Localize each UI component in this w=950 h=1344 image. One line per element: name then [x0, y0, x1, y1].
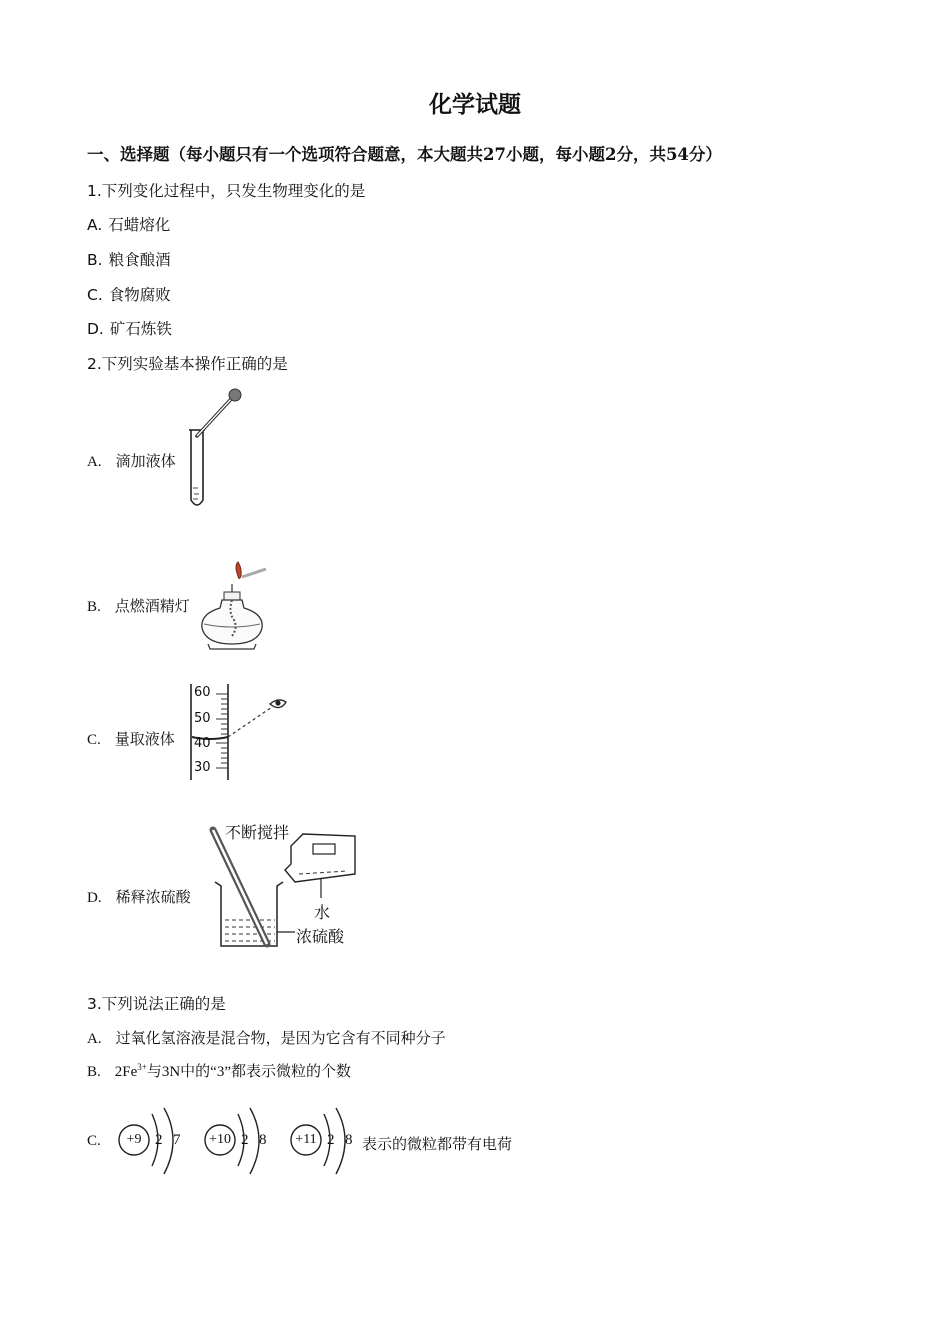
- ion-charge: 3+: [137, 1062, 147, 1072]
- dropper-test-tube-figure: [186, 388, 246, 513]
- option-text: 点燃酒精灯: [114, 599, 190, 615]
- shell-electrons: 2: [155, 1132, 163, 1148]
- nucleus-charge: +11: [295, 1132, 317, 1147]
- question-stem: 下列实验基本操作正确的是: [101, 355, 288, 373]
- q3-option-b: [87, 1060, 351, 1081]
- q3-option-c-text: 表示的微粒都带有电荷: [362, 1137, 513, 1153]
- tick-label: 40: [194, 736, 211, 751]
- option-text: 过氧化氢溶液是混合物，是因为它含有不同种分子: [115, 1031, 446, 1047]
- formula: 2Fe: [114, 1064, 138, 1080]
- q1-option-a: [87, 213, 170, 235]
- nucleus-charge: +10: [209, 1132, 231, 1147]
- option-letter: A.: [87, 1031, 102, 1047]
- alcohol-lamp-figure: [198, 562, 270, 652]
- shell-electrons: 2: [327, 1132, 335, 1148]
- question-3: [87, 992, 226, 1014]
- option-letter: A.: [87, 216, 103, 234]
- water-label: 水: [314, 903, 331, 922]
- question-stem: 下列说法正确的是: [101, 995, 226, 1013]
- option-letter: C.: [87, 1133, 101, 1149]
- option-letter: C.: [87, 732, 101, 748]
- tick-label: 60: [194, 685, 211, 700]
- shell-electrons: 8: [259, 1132, 267, 1148]
- option-letter: B.: [87, 1064, 101, 1080]
- q2-option-c: [87, 728, 175, 749]
- question-stem: 下列变化过程中，只发生物理变化的是: [101, 182, 366, 200]
- page-title: 化学试题: [429, 91, 521, 118]
- question-1: [87, 179, 365, 201]
- option-text: 稀释浓硫酸: [115, 890, 191, 906]
- option-letter: A.: [87, 454, 102, 470]
- option-letter: B.: [87, 599, 101, 615]
- q2-option-d: [87, 886, 191, 907]
- option-text: 与3N中的“3”都表示微粒的个数: [146, 1064, 351, 1080]
- option-text: 矿石炼铁: [109, 320, 172, 338]
- q3-option-c: [87, 1133, 115, 1150]
- q3-option-a: [87, 1027, 446, 1048]
- stir-label: 不断搅拌: [225, 823, 290, 842]
- option-letter: D.: [87, 890, 102, 906]
- q1-option-c: [87, 283, 171, 305]
- shell-electrons: 2: [241, 1132, 249, 1148]
- section-heading: 一、选择题（每小题只有一个选项符合题意，本大题共27小题，每小题2分，共54分）: [87, 145, 722, 164]
- acid-label: 浓硫酸: [296, 927, 345, 946]
- question-number: 3.: [87, 995, 102, 1013]
- option-text: 粮食酿酒: [108, 251, 171, 269]
- option-text: 滴加液体: [115, 454, 176, 470]
- q2-option-b: [87, 595, 190, 616]
- tick-label: 30: [194, 760, 211, 775]
- option-text: 量取液体: [114, 732, 175, 748]
- shell-electrons: 8: [345, 1132, 353, 1148]
- tick-label: 50: [194, 711, 211, 726]
- option-text: 石蜡熔化: [108, 216, 171, 234]
- q2-option-a: [87, 450, 176, 471]
- shell-electrons: 7: [173, 1132, 181, 1148]
- question-2: [87, 352, 288, 374]
- question-number: 2.: [87, 355, 102, 373]
- option-text: 食物腐败: [108, 286, 171, 304]
- option-letter: D.: [87, 320, 104, 338]
- option-letter: B.: [87, 251, 103, 269]
- q1-option-d: [87, 317, 172, 339]
- q1-option-b: [87, 248, 171, 270]
- question-number: 1.: [87, 182, 102, 200]
- option-letter: C.: [87, 286, 103, 304]
- nucleus-charge: +9: [126, 1132, 142, 1147]
